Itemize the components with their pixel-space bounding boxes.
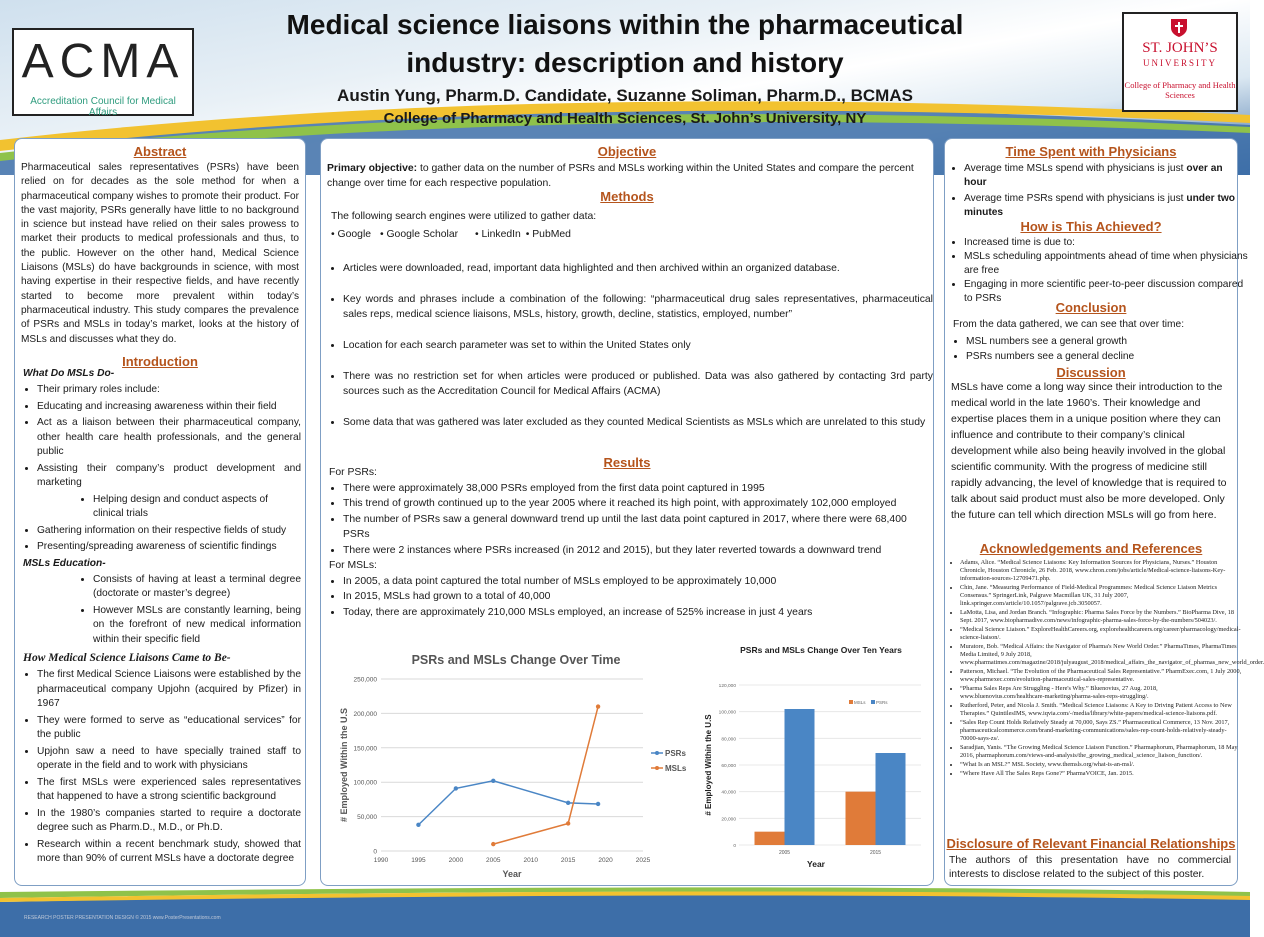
y-tick-label: 50,000: [357, 814, 377, 822]
objective-text: [327, 161, 927, 191]
poster-title: Medical science liaisons within the pharmaceutical industry: description and history: [286, 9, 964, 78]
list-item: • However MSLs are constantly learning, being on the forefront of new medical information within their specific field: [93, 604, 301, 648]
right-column-panel: [944, 138, 1264, 886]
x-tick-label: 2015: [560, 857, 576, 864]
list-item: • There was no restriction set for when articles were produced or published. Data was also gathered by contacting 3rd party sources such as the Accreditation Council for Medical Affairs (ACMA): [343, 369, 933, 399]
search-engines-row: [331, 228, 921, 242]
poster-affiliation: College of Pharmacy and Health Sciences, St. John’s University, NY: [383, 110, 867, 127]
list-item: • Today, there are approximately 210,000 MSLs employed, an increase of 525% increase in just 4 years: [343, 605, 927, 621]
x-tick-label: 2000: [448, 857, 464, 864]
x-tick-label: 2015: [869, 850, 882, 856]
msl-results-label: For MSLs:: [329, 560, 377, 571]
reference-item: • Muratore, Bob. “Medical Affairs: the Navigator of Pharma's New World Order.” PharmaTimes, PharmaTimes Media Limited, 9 July 2018, www.pharmatimes.com/magazine/2018/julyaugust_2018/medical_affairs_the_navigator_of_pharmas_new_world_order.: [960, 643, 1242, 667]
list-item: • Location for each search parameter was set to within the United States only: [343, 338, 933, 353]
reference-item: • Saradjian, Yanis. “The Growing Medical Science Liaison Function.” Pharmaphorum, Pharmaphorum, 18 May 2016, pharmaphorum.com/views-and-analysis/the_growing_medical_science_liaison_function/.: [960, 744, 1242, 760]
list-item: • The number of PSRs saw a general downward trend up until the last data point captured in 2017, where there were 68,400 PSRs: [343, 512, 927, 543]
bar-msls-2015: [846, 792, 876, 845]
x-tick-label: 2025: [635, 857, 651, 864]
methods-intro: The following search engines were utilized to gather data:: [331, 211, 597, 222]
list-item: • Upjohn saw a need to have specially trained staff to operate in the field and to work with physicians: [37, 745, 301, 774]
engine-linkedin: • LinkedIn: [474, 229, 521, 240]
st-johns-university: UNIVERSITY: [1143, 58, 1217, 68]
engine-pubmed: • PubMed: [525, 229, 571, 240]
legend-swatch-msls: [849, 700, 853, 704]
reference-item: • LaMotta, Lisa, and Jordan Branch. “Infographic: Pharma Sales Force by the Numbers.” BioPharma Dive, 18 Sept. 2017, www.biopharmadive.com/news/infographic-pharma-sales-force-by-the-numbers/504023/.: [960, 609, 1242, 625]
reference-item: • “Medical Science Liaison.” ExploreHealthCareers.org, explorehealthcareers.org/career/pharmacology/medical-science-liaison/.: [960, 626, 1242, 642]
reference-item: • Chin, Jane. “Measuring Performance of Field-Medical Programmes: Medical Science Liaison Metrics Consensus.” SpringerLink, Palgrave Macmillan UK, 31 July 2007, link.springer.com/article/10.1057/palgrave.jcb.3050057.: [960, 584, 1242, 608]
line-chart-title: PSRs and MSLs Change Over Time: [411, 653, 621, 667]
reference-item: • Rutherford, Peter, and Nicola J. Smith. “Medical Science Liaisons: A Key to Driving Patient Access to New Therapies.” QuintilesIMS, www.iqvia.com/-/media/library/white-papers/medical-science-liaisons.pdf.: [960, 702, 1242, 718]
disclosure-heading: Disclosure of Relevant Financial Relationships: [946, 836, 1236, 851]
left-column-panel: [14, 138, 306, 886]
engine-google-scholar: • Google Scholar: [379, 229, 459, 240]
x-tick-label: 2005: [778, 850, 791, 856]
references-heading: Acknowledgements and References: [979, 541, 1203, 556]
list-item: • Educating and increasing awareness within their field: [37, 400, 301, 415]
list-item: • The first Medical Science Liaisons were established by the pharmaceutical company Upjohn (acquired by Pfizer) in 1967: [37, 668, 301, 712]
y-tick-label: 80,000: [721, 737, 736, 743]
data-point-psrs: [454, 786, 458, 790]
list-item: • Their primary roles include:: [37, 383, 301, 398]
line-chart: [323, 669, 687, 881]
y-tick-label: 100,000: [353, 779, 377, 787]
list-item: • Helping design and conduct aspects of clinical trials: [93, 493, 301, 522]
time-spent-list: [951, 162, 1248, 220]
list-item: • This trend of growth continued up to the year 2005 where it reached its high point, with approximately 102,000 employed: [343, 496, 927, 512]
list-item: • MSLs scheduling appointments ahead of time when physicians are free: [964, 250, 1248, 278]
disclosure-text: The authors of this presentation have no commercial interests to disclose related to the subject of this poster.: [949, 855, 1231, 880]
discussion-text: MSLs have come a long way since their introduction to the medical world in the late 1960’s. Their knowledge and expertise places them in a unique position where they can influence and contribute to their company’s clinical development while also being heavily involved in the global scientific community. With the progress of medicine still rapidly advancing, the level of knowledge that is required to talk about said product must also be more developed. Only the future can tell which direction MSLs will go from here.: [951, 381, 1227, 521]
list-item: • Consists of having at least a terminal degree (doctorate or master’s degree): [93, 573, 301, 602]
data-point-psrs: [596, 802, 600, 806]
st-johns-logo: [1122, 12, 1238, 112]
abstract-heading: Abstract: [133, 144, 187, 159]
time-spent-heading: Time Spent with Physicians: [1005, 144, 1177, 159]
list-item: • In the 1980’s companies started to require a doctorate degree such as Pharm.D., M.D., or Ph.D.: [37, 807, 301, 836]
y-tick-label: 0: [733, 844, 736, 849]
how-achieved-list: [951, 236, 1248, 306]
footer-wave: [0, 888, 1250, 937]
y-tick-label: 0: [373, 848, 377, 856]
y-tick-label: 40,000: [721, 790, 736, 796]
y-axis-label: # Employed Within the U.S: [339, 708, 349, 822]
list-item: • Some data that was gathered was later excluded as they counted Medical Scientists as MSLs which are unrelated to this study: [343, 415, 933, 430]
data-point-psrs: [566, 801, 570, 805]
x-tick-label: 2005: [486, 857, 501, 864]
reference-item: • “What Is an MSL?” MSL Society, www.themsls.org/what-is-an-msl/.: [960, 761, 1242, 769]
x-tick-label: 1995: [411, 857, 426, 864]
y-tick-label: 120,000: [718, 684, 736, 689]
abstract-text: Pharmaceutical sales representatives (PSRs) have been relied on for decades as the sole method for when a pharmaceutical company wishes to promote their product. For the vast majority, PSRs generally have little to no background in science but instead have relied on their sales prowess to market their products to medical professionals and thus, to the public. However on the other hand, Medical Science Liaisons (MSLs) do have backgrounds in science, with most having expertise in their respective fields, and have recently started to become more prevalent within today’s pharmaceutical industry. This study compares the prevalence of PSRs and MSLs in today’s market, looks at the history of MSLs and discusses what they do.: [21, 162, 299, 345]
bar-chart-title: PSRs and MSLs Change Over Ten Years: [740, 645, 902, 655]
x-tick-label: 2010: [523, 857, 538, 864]
list-item: • There were 2 instances where PSRs increased (in 2012 and 2015), but they later reverted towards a downward trend: [343, 543, 927, 559]
list-item: • Average time PSRs spend with physicians is just under two minutes: [964, 192, 1248, 220]
legend-marker-msls: [655, 766, 659, 770]
history-heading: How Medical Science Liaisons Came to Be-: [23, 652, 231, 664]
series-line-psrs: [418, 781, 598, 825]
x-axis-label: Year: [807, 859, 825, 869]
list-item: • Articles were downloaded, read, important data highlighted and then archived within an organized database.: [343, 261, 933, 276]
list-item: • Engaging in more scientific peer-to-peer discussion compared to PSRs: [964, 278, 1248, 306]
st-johns-college: College of Pharmacy and Health Sciences: [1124, 80, 1236, 100]
y-tick-label: 150,000: [353, 745, 377, 753]
conclusion-intro: From the data gathered, we can see that over time:: [953, 319, 1185, 330]
y-tick-label: 20,000: [721, 817, 736, 823]
discussion-heading: Discussion: [1056, 365, 1126, 380]
bar-msls-2005: [755, 832, 785, 845]
results-body: [329, 465, 927, 620]
list-item: • They were formed to serve as “educational services” for the public: [37, 714, 301, 743]
list-item: • In 2015, MSLs had grown to a total of 40,000: [343, 589, 927, 605]
x-axis-label: Year: [502, 869, 522, 879]
objective-heading: Objective: [597, 144, 657, 159]
footer-watermark: RESEARCH POSTER PRESENTATION DESIGN © 2015 www.PosterPresentations.com: [24, 915, 221, 921]
bar-chart: [699, 675, 929, 871]
list-item: • Research within a recent benchmark study, showed that more than 90% of current MSLs have a doctorate degree: [37, 838, 301, 867]
legend-swatch-psrs: [871, 700, 875, 704]
list-item: • MSL numbers see a general growth: [966, 334, 1246, 349]
results-heading: Results: [603, 455, 651, 470]
msl-education-heading: MSLs Education-: [23, 557, 106, 569]
y-tick-label: 250,000: [353, 676, 377, 684]
objective-body: to gather data on the number of PSRs and MSLs working within the United States and compare the percent change over time for each respective population.: [327, 163, 914, 189]
bar-psrs-2015: [876, 753, 906, 845]
list-item: • Average time MSLs spend with physicians is just over an hour: [964, 162, 1248, 190]
objective-label: Primary objective:: [327, 163, 418, 174]
list-item: • Assisting their company’s product development and marketing: [37, 462, 301, 491]
introduction-body: [23, 367, 301, 867]
list-item: • Increased time is due to:: [964, 236, 1248, 250]
list-item: • PSRs numbers see a general decline: [966, 349, 1246, 364]
data-point-msls: [596, 704, 600, 708]
conclusion-list: [953, 334, 1246, 364]
y-tick-label: 100,000: [718, 710, 736, 716]
list-item: • Act as a liaison between their pharmaceutical company, other health care health professionals, and the general public: [37, 416, 301, 460]
legend-label: PSRs: [665, 749, 686, 758]
st-johns-name: ST. JOHN’S: [1142, 40, 1218, 56]
reference-item: • “Sales Rep Count Holds Relatively Steady at 70,000, Says ZS.” Pharmaceutical Commerce, 13 Nov. 2017, pharmaceuticalcommerce.com/brand-marketing-communications/sales-rep-count-holds-relatively-steady-70000-says-zs/.: [960, 719, 1242, 743]
series-line-msls: [493, 707, 598, 845]
x-tick-label: 2020: [598, 857, 613, 864]
poster-authors: Austin Yung, Pharm.D. Candidate, Suzanne Soliman, Pharm.D., BCMAS: [337, 86, 913, 105]
legend-label: MSLs: [854, 700, 866, 705]
list-item: • There were approximately 38,000 PSRs employed from the first data point captured in 1995: [343, 481, 927, 497]
bar-psrs-2005: [785, 709, 815, 845]
how-achieved-heading: How is This Achieved?: [1020, 219, 1162, 234]
acma-logo-subtitle: Accreditation Council for Medical Affairs: [30, 96, 176, 118]
data-point-psrs: [416, 823, 420, 827]
acma-logo-text: ACMA: [21, 35, 185, 88]
list-item: • In 2005, a data point captured the total number of MSLs employed to be approximately 10,000: [343, 574, 927, 590]
reference-item: • Adams, Alice. “Medical Science Liaisons: Key Information Sources for Physicians, Nurses.” Houston Chronicle, Houston Chronicle, 26 Feb. 2018, www.chron.com/jobs/article/Medical-science-liaisons-Key-information-sources-12709471.php.: [960, 559, 1242, 583]
legend-label: MSLs: [665, 764, 687, 773]
shield-icon: [1170, 18, 1188, 38]
data-point-psrs: [491, 779, 495, 783]
middle-column-panel: [320, 138, 934, 886]
reference-item: • “Where Have All The Sales Reps Gone?” PharmaVOICE, Jan. 2015.: [960, 770, 1242, 778]
acma-logo: [12, 28, 194, 116]
list-item: • The first MSLs were experienced sales representatives that happened to have a strong scientific background: [37, 776, 301, 805]
psr-results-label: For PSRs:: [329, 467, 377, 478]
methods-list: [331, 261, 933, 430]
methods-heading: Methods: [600, 189, 654, 204]
reference-item: • Patterson, Michael. “The Evolution of the Pharmaceutical Sales Representative.” PharmExec.com, 1 July 2000, www.pharmexec.com/evolution-pharmaceutical-sales-representative.: [960, 668, 1242, 684]
list-item: • Gathering information on their respective fields of study: [37, 524, 301, 539]
list-item: • Presenting/spreading awareness of scientific findings: [37, 540, 301, 555]
data-point-msls: [491, 842, 495, 846]
engine-google: • Google: [331, 229, 372, 240]
introduction-heading: Introduction: [122, 354, 198, 369]
reference-item: • “Pharma Sales Reps Are Struggling - Here's Why.” Bluenovius, 27 Aug. 2018, www.bluenovius.com/healthcare-marketing/pharma-sales-reps-struggling/.: [960, 685, 1242, 701]
x-tick-label: 1990: [373, 857, 389, 864]
y-tick-label: 60,000: [721, 764, 736, 769]
list-item: • Key words and phrases include a combination of the following: “pharmaceutical drug sales representatives, pharmaceutical sales reps, medical science liaisons, MSLs, history, growth, decline, statistics, employed, number”: [343, 292, 933, 322]
y-tick-label: 200,000: [353, 710, 377, 718]
conclusion-heading: Conclusion: [1055, 300, 1127, 315]
data-point-msls: [566, 821, 570, 825]
what-msls-do-heading: What Do MSLs Do-: [23, 368, 115, 379]
y-axis-label: # Employed Within the U.S: [704, 714, 713, 816]
references-list: [951, 559, 1264, 779]
legend-label: PSRs: [876, 700, 888, 705]
legend-marker-psrs: [655, 751, 659, 755]
